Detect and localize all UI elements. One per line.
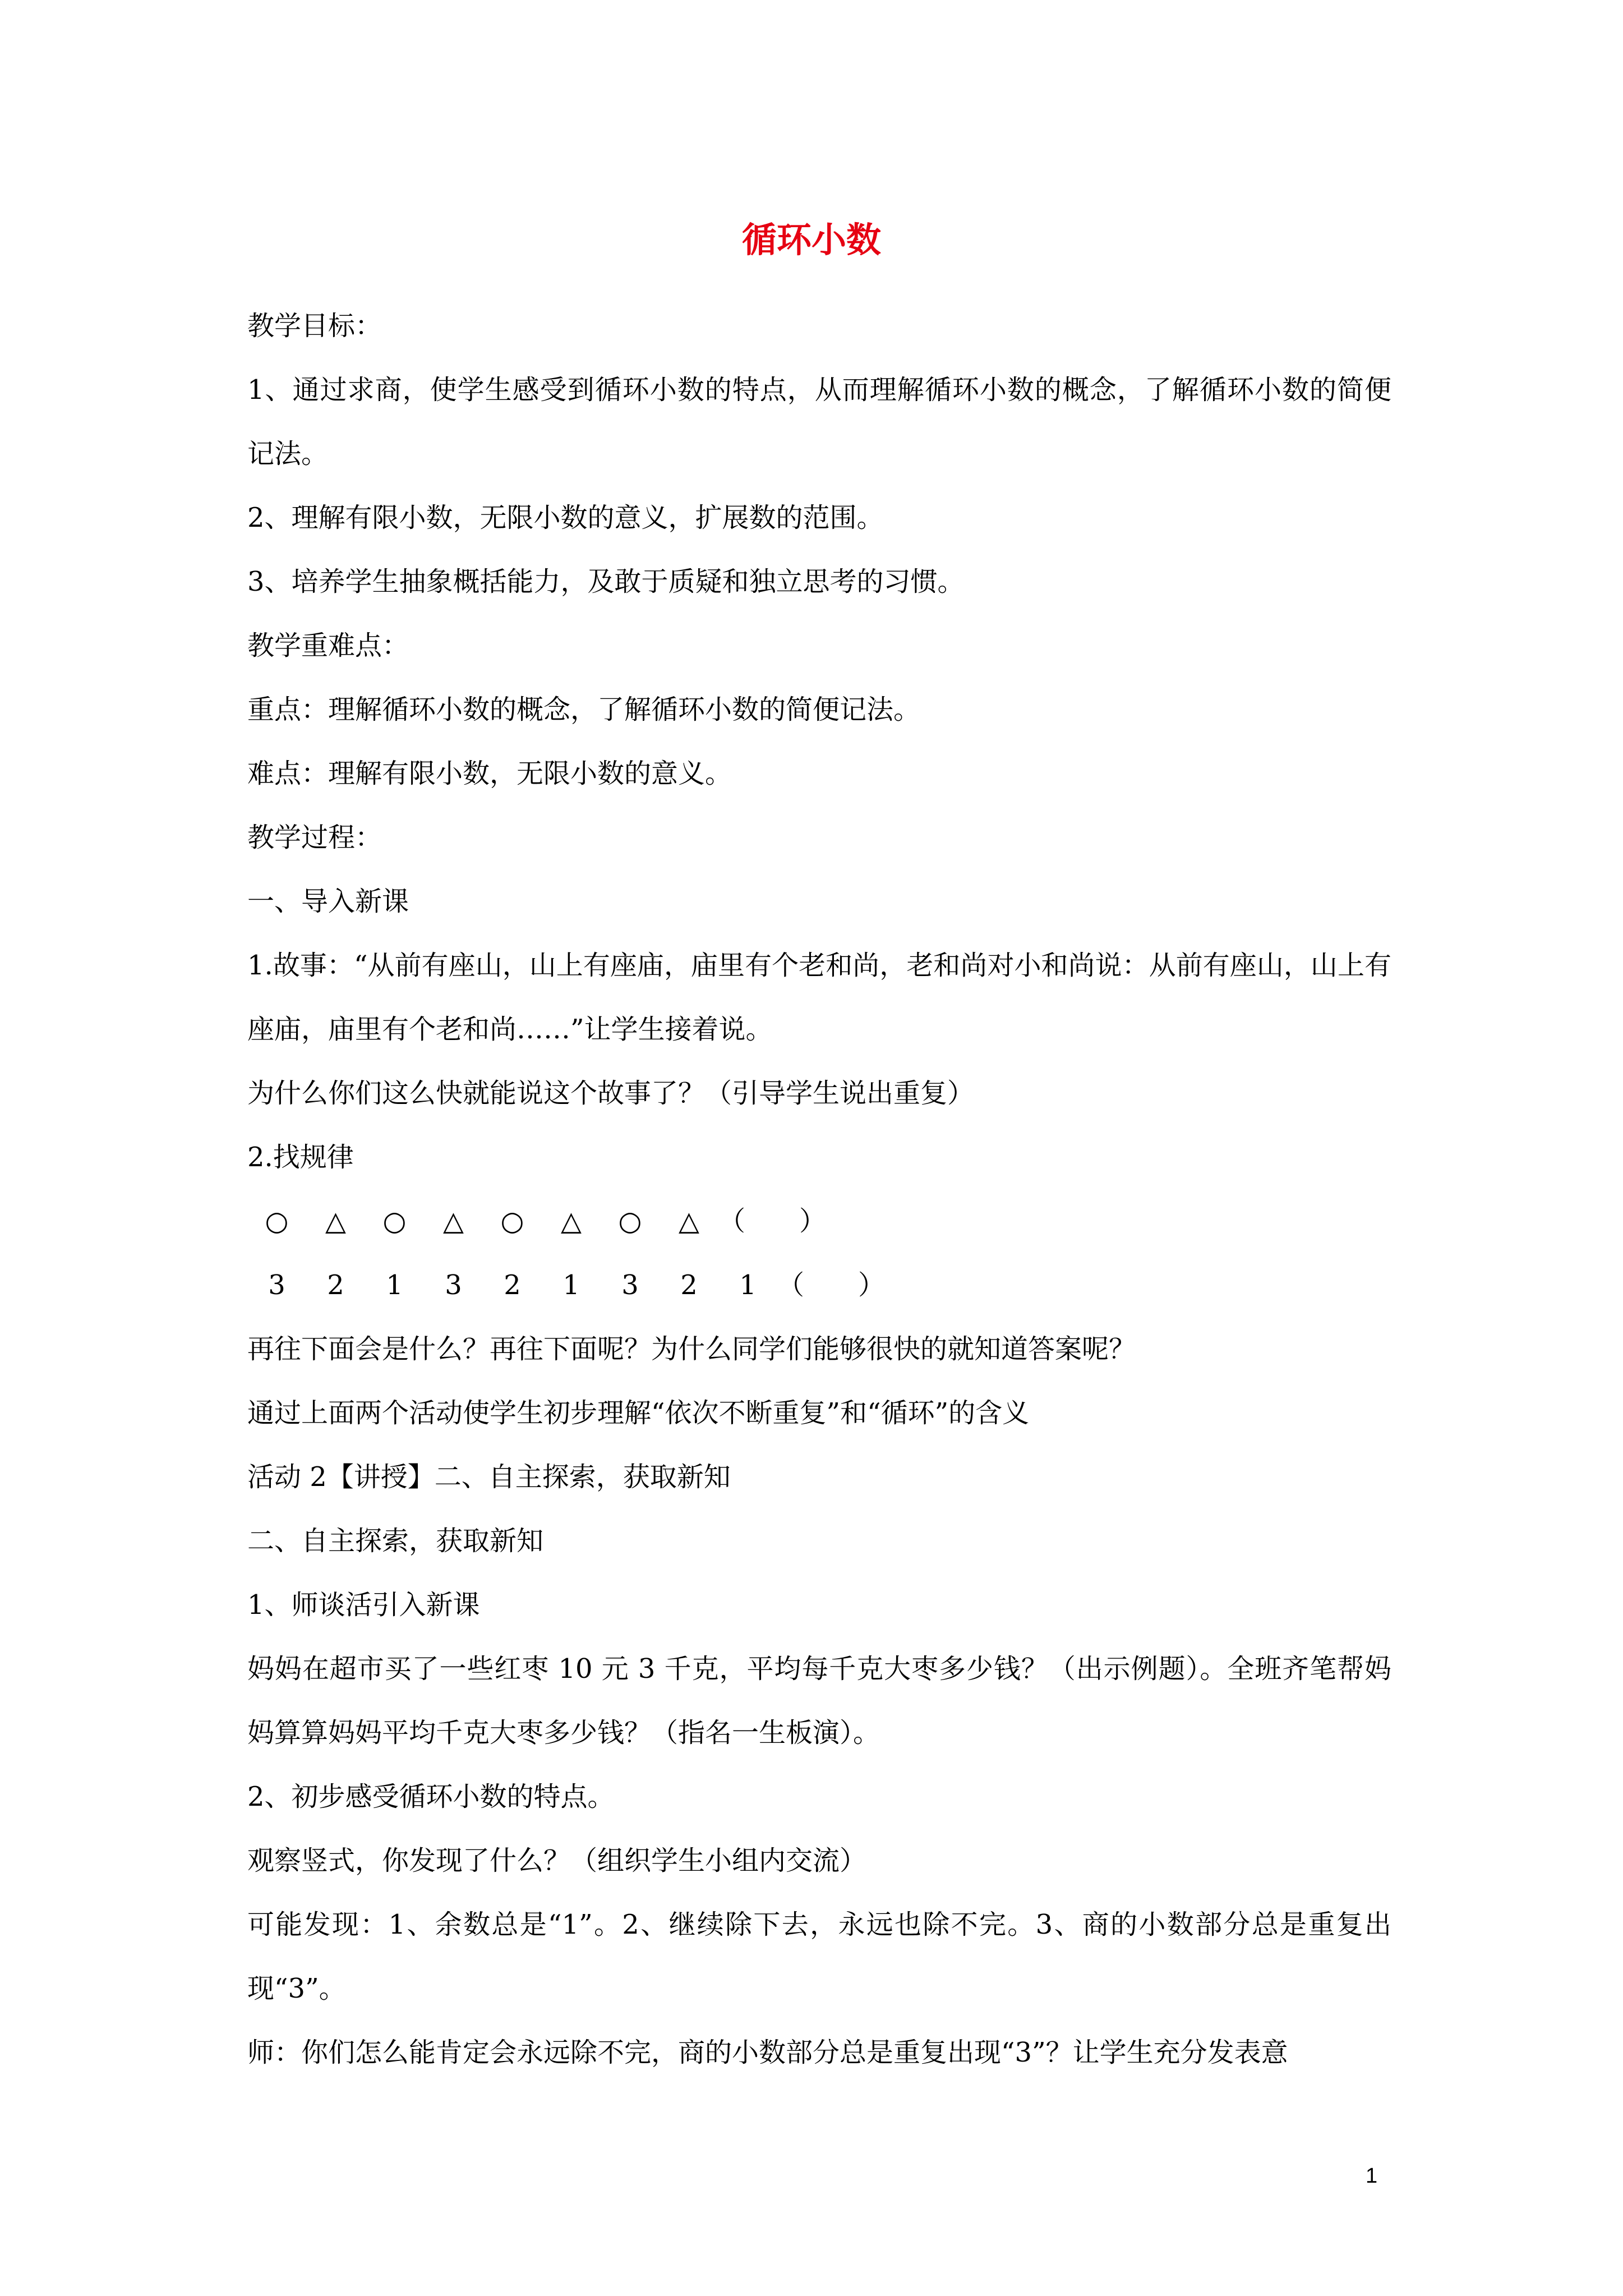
number-sequence [247, 1253, 1391, 1317]
section-heading-key-points: 教学重难点： [247, 630, 409, 661]
triangle-shape: △ [325, 1205, 346, 1237]
follow-up-question: 再往下面会是什么？再往下面呢？为什么同学们能够很快的就知道答案呢？ [247, 1333, 1136, 1365]
triangle-shape: △ [679, 1205, 699, 1237]
triangle-shape: △ [443, 1205, 464, 1237]
shape-sequence [247, 1189, 1391, 1253]
objective-2: 2、理解有限小数，无限小数的意义，扩展数的范围。 [247, 502, 884, 533]
question-paragraph: 为什么你们这么快就能说这个故事了？（引导学生说出重复） [247, 1078, 975, 1109]
objective-3: 3、培养学生抽象概括能力，及敢于质疑和独立思考的习惯。 [247, 566, 965, 597]
sequence-number: 3 [445, 1269, 462, 1301]
circle-shape: ○ [500, 1205, 524, 1237]
feel-features-heading: 2、初步感受循环小数的特点。 [247, 1781, 615, 1812]
circle-shape: ○ [618, 1205, 642, 1237]
activity-summary: 通过上面两个活动使学生初步理解“依次不断重复”和“循环”的含义 [247, 1397, 1030, 1429]
activity-2-heading: 活动 2【讲授】二、自主探索，获取新知 [247, 1461, 731, 1493]
section-heading-objectives: 教学目标： [247, 310, 382, 342]
circle-shape: ○ [265, 1205, 289, 1237]
subsection-heading-intro: 一、导入新课 [247, 886, 409, 917]
blank-parentheses: （ ） [777, 1269, 886, 1301]
document-body [247, 294, 1391, 2085]
sequence-number: 2 [680, 1269, 698, 1301]
sequence-number: 1 [739, 1269, 757, 1301]
sequence-number: 1 [386, 1269, 403, 1301]
difficult-point: 难点：理解有限小数，无限小数的意义。 [247, 758, 732, 789]
sequence-number: 2 [327, 1269, 344, 1301]
observe-paragraph: 观察竖式，你发现了什么？（组织学生小组内交流） [247, 1845, 867, 1876]
page-number: 1 [1366, 2164, 1378, 2188]
find-pattern-heading: 2.找规律 [247, 1142, 354, 1173]
objective-1: 1、通过求商，使学生感受到循环小数的特点，从而理解循环小数的概念，了解循环小数的简便记法。 [247, 374, 1391, 470]
teacher-question: 师：你们怎么能肯定会永远除不完，商的小数部分总是重复出现“3”？让学生充分发表意 [247, 2037, 1288, 2068]
story-paragraph: 1.故事：“从前有座山，山上有座庙，庙里有个老和尚，老和尚对小和尚说：从前有座山，山上有座庙，庙里有个老和尚……”让学生接着说。 [247, 950, 1391, 1045]
key-point: 重点：理解循环小数的概念，了解循环小数的简便记法。 [247, 694, 921, 725]
possible-findings: 可能发现：1、余数总是“1”。2、继续除下去，永远也除不完。3、商的小数部分总是重复出现“3”。 [247, 1909, 1391, 2004]
teacher-intro-heading: 1、师谈活引入新课 [247, 1589, 480, 1621]
sequence-number: 3 [268, 1269, 285, 1301]
section-heading-process: 教学过程： [247, 822, 382, 853]
example-problem: 妈妈在超市买了一些红枣 10 元 3 千克，平均每千克大枣多少钱？（出示例题）。全班齐笔帮妈妈算算妈妈平均千克大枣多少钱？（指名一生板演）。 [247, 1653, 1391, 1749]
circle-shape: ○ [382, 1205, 407, 1237]
sequence-number: 3 [621, 1269, 639, 1301]
sequence-number: 1 [562, 1269, 580, 1301]
document-title: 循环小数 [741, 219, 881, 260]
subsection-heading-explore: 二、自主探索，获取新知 [247, 1525, 544, 1557]
blank-parentheses: （ ） [718, 1205, 827, 1237]
sequence-number: 2 [504, 1269, 521, 1301]
triangle-shape: △ [561, 1205, 582, 1237]
